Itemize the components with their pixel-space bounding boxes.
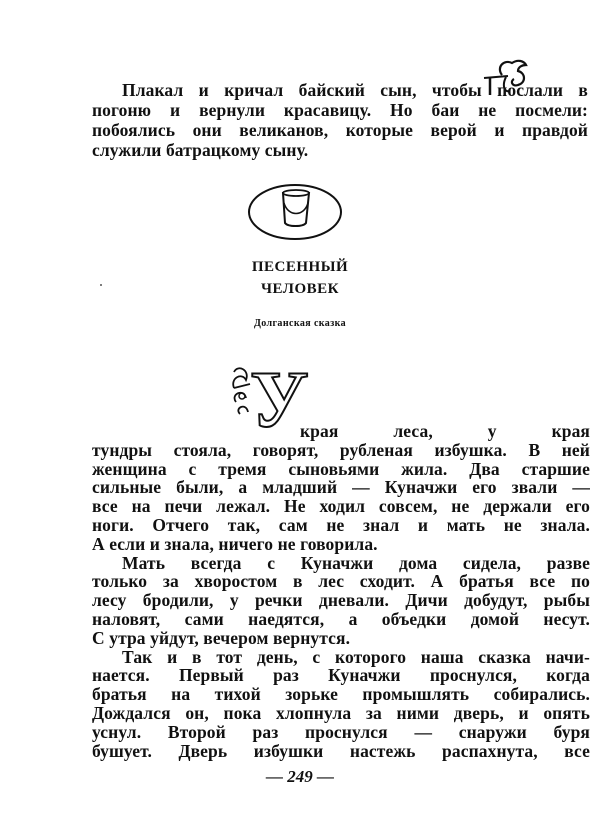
ornamental-drop-cap bbox=[230, 356, 309, 444]
text-line: женщина с тремя сыновьями жила. Два старшие bbox=[92, 458, 590, 479]
text-line: А если и знала, ничего не говорила. bbox=[92, 533, 378, 554]
text-line: все на печи лежал. Не ходил совсем, не держали его bbox=[92, 496, 590, 517]
drop-cap-letter: У bbox=[250, 356, 309, 444]
text-line: погоню и вернули красавицу. Но баи не посмели: bbox=[92, 100, 588, 120]
text-line: только за хворостом в лес сходит. А братья все по bbox=[92, 571, 590, 592]
text-line: края леса, у края bbox=[300, 421, 590, 441]
text-line: уснул. Второй раз проснулся — снаружи буря bbox=[92, 721, 590, 742]
print-speck bbox=[100, 284, 102, 286]
text-line: Так и в тот день, с которого наша сказка начи- bbox=[122, 646, 590, 667]
story-subtitle: Долганская сказка bbox=[253, 318, 347, 329]
text-line: тундры стояла, говорят, рубленая избушка. В ней bbox=[92, 439, 590, 460]
text-line: наловят, сами наедятся, а объедки домой несут. bbox=[92, 609, 590, 629]
text-line: С утра уйдут, вечером вернутся. bbox=[92, 627, 351, 648]
text-line: нается. Первый раз Куначжи проснулся, когда bbox=[92, 665, 590, 686]
text-line: служили батрацкому сыну. bbox=[92, 140, 309, 160]
bucket-vignette-icon bbox=[248, 183, 348, 243]
text-line: Дождался он, пока хлопнула за ними дверь, и опять bbox=[92, 703, 590, 723]
text-line: Мать всегда с Куначжи дома сидела, разве bbox=[122, 552, 590, 573]
text-line: ноги. Отчего так, сам не знал и мать не знала. bbox=[92, 515, 590, 535]
text-line: сильные были, а младший — Куначжи его звали — bbox=[92, 477, 590, 498]
text-line: Плакал и кричал байский сын, чтобы послали в bbox=[122, 80, 588, 100]
text-line: лесу бродили, у речки дневали. Дичи добудут, рыбы bbox=[92, 590, 590, 611]
story-title-line-1: ПЕСЕННЫЙ bbox=[251, 259, 349, 275]
text-line: братья на тихой зорьке промышлять собирались. bbox=[92, 684, 590, 705]
text-line: бушует. Дверь избушки настежь распахнута, все bbox=[92, 740, 590, 761]
story-title-line-2: ЧЕЛОВЕК bbox=[260, 281, 340, 297]
text-line: побоялись они великанов, которые верой и правдой bbox=[92, 120, 588, 140]
page-number: — 249 — bbox=[266, 767, 334, 786]
